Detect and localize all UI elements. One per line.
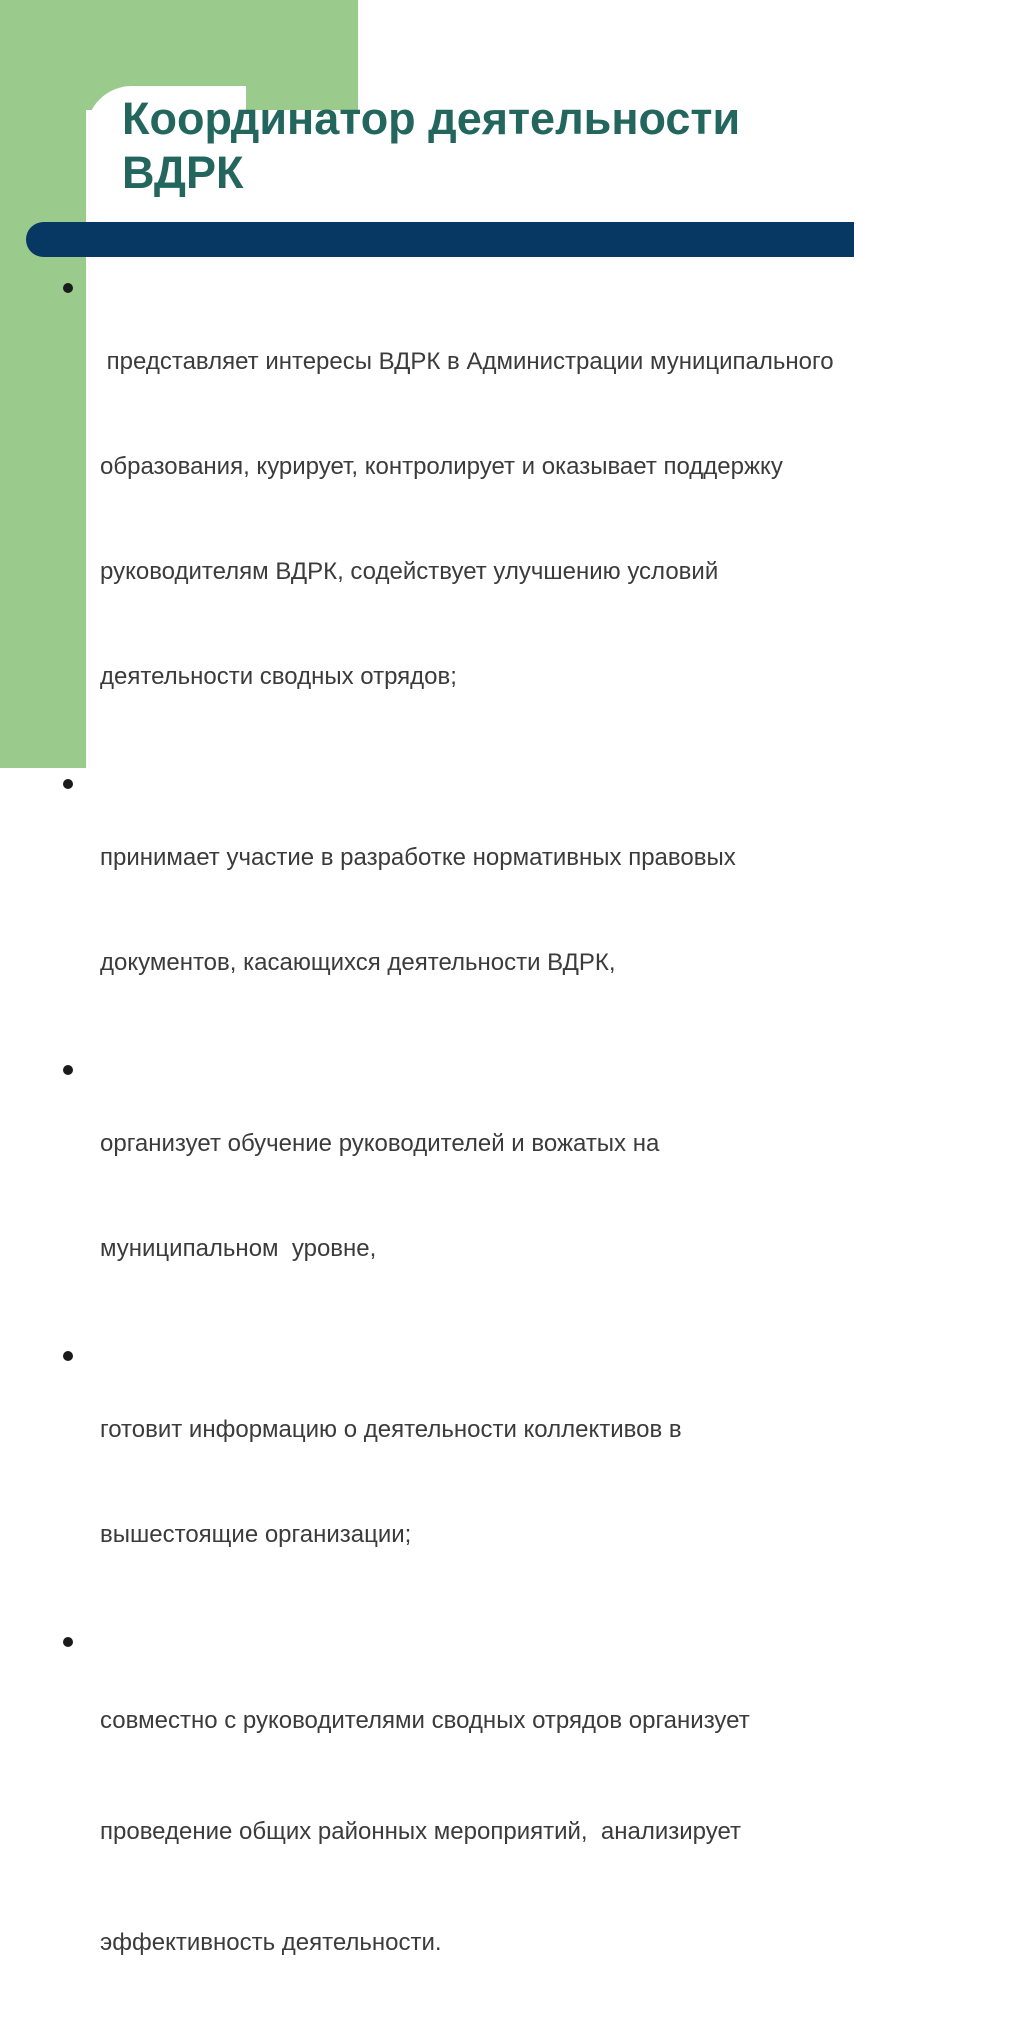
bullet-dot-icon [63,1351,73,1361]
bullet-5-line-1: совместно с руководителями сводных отрядов организует [100,1707,750,1734]
slide-title-line-2: ВДРК [122,147,244,198]
bullet-item-5 [62,1628,992,2035]
bullet-text-3 [100,1056,992,1336]
bullet-2-line-1: принимает участие в разработке нормативных правовых [100,844,736,871]
bullet-text-4 [100,1342,992,1622]
bullet-dot-icon [63,283,73,293]
bullet-1-line-3: руководителям ВДРК, содействует улучшению условий [100,558,719,585]
bullet-1-line-2: образования, курирует, контролирует и оказывает поддержку [100,453,783,480]
bullet-item-3 [62,1056,992,1336]
bullet-4-line-2: вышестоящие организации; [100,1521,412,1548]
bullet-text-5 [100,1628,992,2035]
bullet-1-line-4: деятельности сводных отрядов; [100,663,457,690]
bullet-item-4 [62,1342,992,1622]
bullet-text-1 [100,274,992,764]
slide-title-line-1: Координатор деятельности [122,93,741,144]
bullet-5-line-2: проведение общих районных мероприятий, анализирует [100,1818,742,1845]
bullet-list [62,274,992,2041]
bullet-dot-icon [63,779,73,789]
bullet-5-line-3: эффективность деятельности. [100,1929,442,1956]
bullet-dot-icon [63,1637,73,1647]
slide-title [122,92,982,200]
bullet-item-2 [62,770,992,1050]
bullet-1-line-1: представляет интересы ВДРК в Администрации муниципального [100,348,834,375]
bullet-3-line-1: организует обучение руководителей и вожатых на [100,1130,660,1157]
bullet-text-2 [100,770,992,1050]
bullet-item-1 [62,274,992,764]
bullet-dot-icon [63,1065,73,1075]
bullet-3-line-2: муниципальном уровне, [100,1235,377,1262]
bullet-4-line-1: готовит информацию о деятельности коллективов в [100,1416,682,1443]
bullet-2-line-2: документов, касающихся деятельности ВДРК, [100,949,616,976]
title-divider-bar [26,222,854,257]
